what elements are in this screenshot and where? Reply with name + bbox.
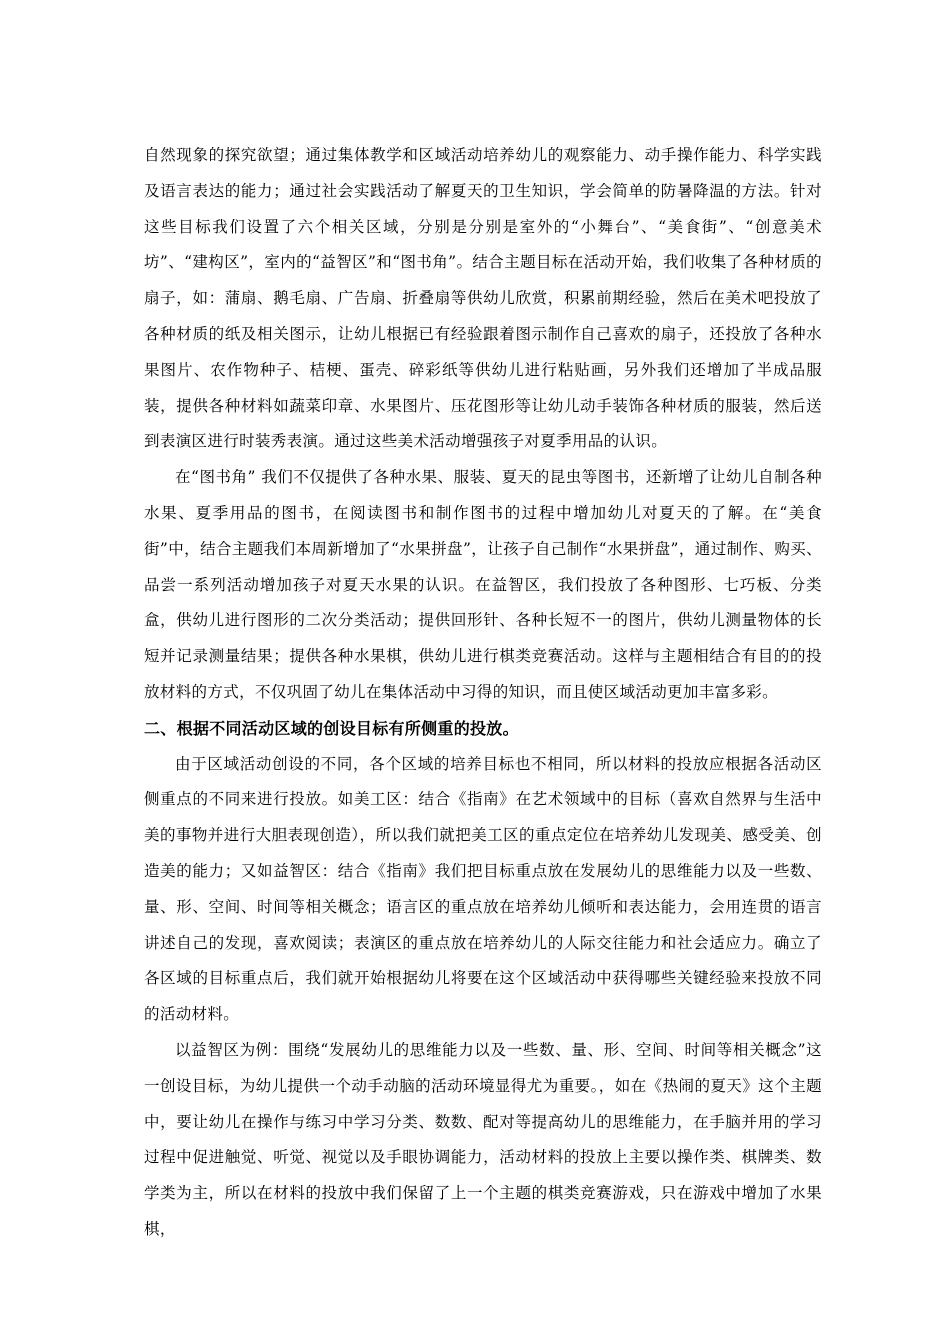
paragraph-intro-continued: 自然现象的探究欲望；通过集体教学和区域活动培养幼儿的观察能力、动手操作能力、科学实践及语言表达的能力；通过社会实践活动了解夏天的卫生知识，学会简单的防暑降温的方法。针对这些目标我们设置了六个相关区域，分别是分别是室外的“小舞台”、“美食街”、“创意美术坊”、“建构区”，室内的“益智区”和“图书角”。结合主题目标在活动开始，我们收集了各种材质的扇子，如：蒲扇、鹅毛扇、广告扇、折叠扇等供幼儿欣赏，积累前期经验，然后在美术吧投放了各种材质的纸及相关图示，让幼儿根据已有经验跟着图示制作自己喜欢的扇子，还投放了各种水果图片、农作物种子、桔梗、蛋壳、碎彩纸等供幼儿进行粘贴画，另外我们还增加了半成品服装，提供各种材料如蔬菜印章、水果图片、压花图形等让幼儿动手装饰各种材质的服装，然后送到表演区进行时装秀表演。通过这些美术活动增强孩子对夏季用品的认识。 (144, 146, 822, 451)
paragraph-book-corner: 在“图书角” 我们不仅提供了各种水果、服装、夏天的昆虫等图书，还新增了让幼儿自制各种水果、夏季用品的图书，在阅读图书和制作图书的过程中增加幼儿对夏天的了解。在“美食街”中，结合主题我们本周新增加了“水果拼盘”，让孩子自己制作“水果拼盘”，通过制作、购买、品尝一系列活动增加孩子对夏天水果的认识。在益智区，我们投放了各种图形、七巧板、分类盒，供幼儿进行图形的二次分类活动；提供回形针、各种长短不一的图片，供幼儿测量物体的长短并记录测量结果；提供各种水果棋，供幼儿进行棋类竞赛活动。这样与主题相结合有目的的投放材料的方式，不仅巩固了幼儿在集体活动中习得的知识，而且使区域活动更加丰富多彩。 (144, 468, 822, 701)
paragraph-puzzle-area-example: 以益智区为例：围绕“发展幼儿的思维能力以及一些数、量、形、空间、时间等相关概念”这一创设目标，为幼儿提供一个动手动脑的活动环境显得尤为重要。，如在《热闹的夏天》这个主题中，要让幼儿在操作与练习中学习分类、数数、配对等提高幼儿的思维能力，在手脑并用的学习过程中促进触觉、听觉、视觉以及手眼协调能力，活动材料的投放上主要以操作类、棋牌类、数学类为主，所以在材料的投放中我们保留了上一个主题的棋类竞赛游戏，只在游戏中增加了水果棋， (144, 1040, 822, 1238)
section-heading: 二、根据不同活动区域的创设目标有所侧重的投放。 (144, 718, 519, 738)
document-page (144, 138, 822, 1248)
paragraph-area-goals: 由于区域活动创设的不同，各个区域的培养目标也不相同，所以材料的投放应根据各活动区侧重点的不同来进行投放。如美工区：结合《指南》在艺术领域中的目标（喜欢自然界与生活中美的事物并进行大胆表现创造），所以我们就把美工区的重点定位在培养幼儿发现美、感受美、创造美的能力；又如益智区：结合《指南》我们把目标重点放在发展幼儿的思维能力以及一些数、量、形、空间、时间等相关概念；语言区的重点放在培养幼儿倾听和表达能力，会用连贯的语言讲述自己的发现，喜欢阅读；表演区的重点放在培养幼儿的人际交往能力和社会适应力。确立了各区域的目标重点后，我们就开始根据幼儿将要在这个区域活动中获得哪些关键经验来投放不同的活动材料。 (144, 754, 822, 1024)
